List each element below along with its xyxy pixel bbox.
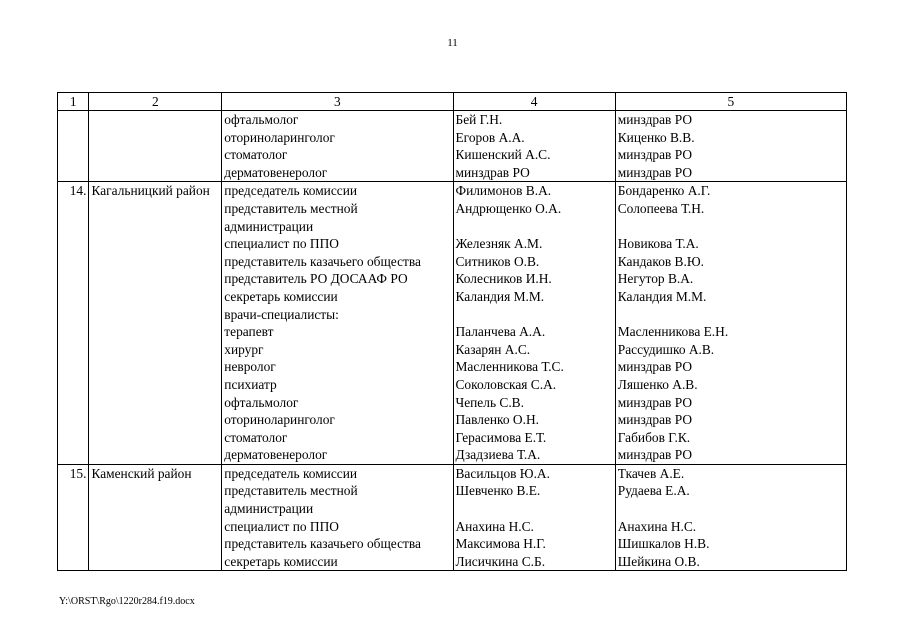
reserve-member-line: Масленникова Е.Н. [617,324,729,340]
reserve-member-line [618,500,844,518]
role-line: специалист по ППО [224,236,339,252]
role-line: председатель комиссии [224,465,358,481]
table-row [58,111,847,182]
main-member-line: Герасимова Е.Т. [455,429,547,445]
main-member-line: Масленникова Т.С. [455,359,564,375]
reserve-member-cell [615,464,846,571]
reserve-member-line [618,306,844,324]
role-line: офтальмолог [224,112,299,127]
reserve-member-cell [615,111,846,182]
main-member-line: Андрющенко О.А. [455,200,562,216]
column-header: 1 [58,93,89,111]
reserve-member-line: Киценко В.В. [617,129,695,145]
main-member-line [456,218,613,236]
main-member-line: Паланчева А.А. [455,324,546,340]
row-number: 15. [58,464,89,571]
main-member-line: Лисичкина С.Б. [455,553,546,569]
reserve-member-line: минздрав РО [617,112,693,127]
role-line: дерматовенеролог [224,447,328,463]
role-cell [222,182,453,465]
file-path-footer: Y:\ORST\Rgo\1220r284.f19.docx [59,596,195,607]
role-line: председатель комиссии [224,183,358,199]
main-member-line: Чепель С.В. [455,394,524,410]
main-member-line: Кишенский А.С. [455,147,551,163]
reserve-member-line: Кандаков В.Ю. [617,253,704,269]
role-line: представитель местной [224,200,358,216]
main-member-line: Казарян А.С. [455,341,531,357]
role-cell [222,464,453,571]
role-cell [222,111,453,182]
role-line: офтальмолог [224,394,299,410]
column-header: 4 [453,93,615,111]
role-line: оториноларинголог [224,412,335,428]
reserve-member-line: Бондаренко А.Г. [617,183,711,199]
reserve-member-line [618,218,844,236]
main-member-line: Павленко О.Н. [455,412,539,428]
role-line: представитель казачьего общества [224,536,421,552]
main-member-line: минздрав РО [455,164,530,180]
role-line: терапевт [224,324,274,340]
role-line: стоматолог [224,147,288,163]
role-line: дерматовенеролог [224,164,328,180]
main-member-line: Колесников И.Н. [455,271,552,287]
reserve-member-cell [615,182,846,465]
main-member-line: Васильцов Ю.А. [455,465,550,481]
reserve-member-line: Анахина Н.С. [617,518,697,534]
main-member-cell [453,182,615,465]
reserve-member-line: минздрав РО [617,164,693,180]
reserve-member-line: Ляшенко А.В. [617,376,698,392]
main-member-cell [453,111,615,182]
reserve-member-line: Рассудишко А.В. [617,341,715,357]
table-row [58,464,847,571]
table-row [58,182,847,465]
role-line: специалист по ППО [224,518,339,534]
role-line: администрации [224,218,314,234]
role-line: хирург [224,341,264,357]
main-member-line: Каландия М.М. [455,288,545,304]
reserve-member-line: минздрав РО [617,359,693,375]
commission-table [57,92,847,571]
role-line: представитель казачьего общества [224,253,421,269]
reserve-member-line: Новикова Т.А. [617,236,699,252]
reserve-member-line: Рудаева Е.А. [617,483,690,499]
reserve-member-line: Каландия М.М. [617,288,707,304]
reserve-member-line: Шейкина О.В. [617,553,700,569]
main-member-line [456,306,613,324]
column-header: 5 [615,93,846,111]
role-line: секретарь комиссии [224,288,338,304]
main-member-line: Егоров А.А. [455,129,525,145]
main-member-line: Железняк А.М. [455,236,543,252]
role-line: представитель РО ДОСААФ РО [224,271,408,287]
reserve-member-line: Шишкалов Н.В. [617,536,710,552]
main-member-line: Дзадзиева Т.А. [455,447,541,463]
column-header: 2 [89,93,222,111]
main-member-line: Соколовская С.А. [455,376,557,392]
main-member-line: Филимонов В.А. [455,183,552,199]
row-number: 14. [58,182,89,465]
main-member-line: Максимова Н.Г. [455,536,546,552]
role-line: администрации [224,501,314,517]
column-header: 3 [222,93,453,111]
table-body [58,111,847,571]
reserve-member-line: Габибов Г.К. [617,429,691,445]
role-line: секретарь комиссии [224,553,338,569]
role-line: врачи-специалисты: [224,306,339,322]
district-name [89,111,222,182]
role-line: оториноларинголог [224,129,335,145]
reserve-member-line: Негутор В.А. [617,271,694,287]
role-line: невролог [224,359,276,375]
main-member-line: Анахина Н.С. [455,518,534,534]
role-line: представитель местной [224,483,358,499]
page-number: 11 [447,37,458,49]
role-line: психиатр [224,376,277,392]
reserve-member-line: Ткачев А.Е. [617,465,685,481]
reserve-member-line: Солопеева Т.Н. [617,200,705,216]
district-name: Каменский район [89,464,222,571]
role-line: стоматолог [224,429,288,445]
main-member-line [456,500,613,518]
main-member-line: Шевченко В.Е. [455,483,541,499]
reserve-member-line: минздрав РО [617,394,693,410]
row-number [58,111,89,182]
main-member-line: Бей Г.Н. [455,112,503,127]
reserve-member-line: минздрав РО [617,147,693,163]
reserve-member-line: минздрав РО [617,447,693,463]
district-name: Кагальницкий район [89,182,222,465]
header-row [58,93,847,111]
reserve-member-line: минздрав РО [617,412,693,428]
main-member-line: Ситников О.В. [455,253,540,269]
main-member-cell [453,464,615,571]
